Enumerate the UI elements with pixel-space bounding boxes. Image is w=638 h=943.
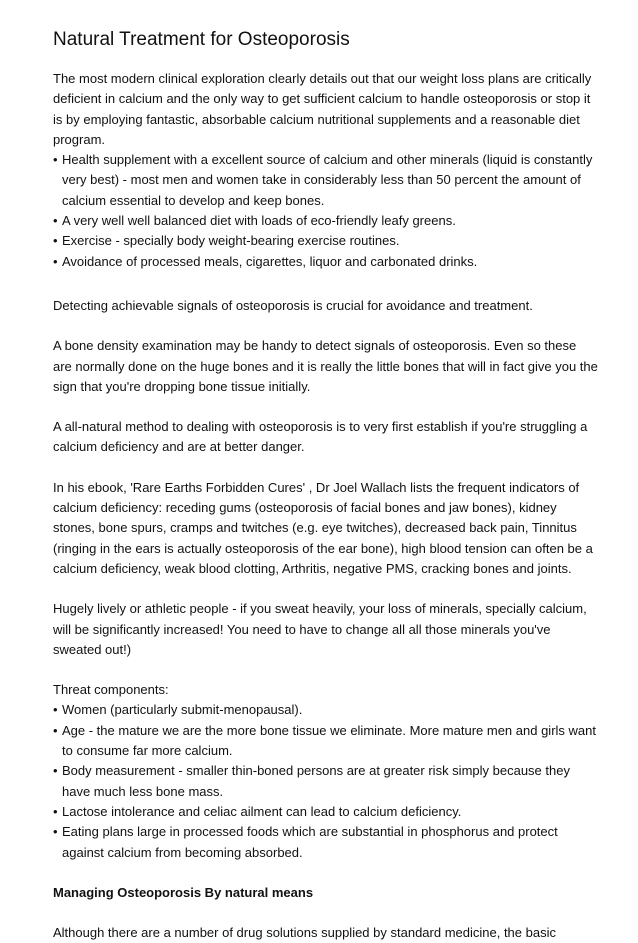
intro-bullet-list bbox=[53, 150, 598, 272]
spacer bbox=[53, 579, 598, 599]
intro-paragraph: The most modern clinical exploration clearly details out that our weight loss plans are critically deficient in calcium and the only way to get sufficient calcium to handle osteoporosis or stop it is by employing fantastic, absorbable calcium nutritional supplements and a reasonable diet program. bbox=[53, 71, 592, 147]
all-natural-paragraph: A all-natural method to dealing with osteoporosis is to very first establish if you're struggling a calcium deficiency and are at better danger. bbox=[53, 419, 588, 455]
list-item: • Exercise - specially body weight-bearing exercise routines. bbox=[53, 231, 598, 251]
section-heading: Managing Osteoporosis By natural means bbox=[53, 884, 314, 900]
list-item: • Health supplement with a excellent source of calcium and other minerals (liquid is constantly very best) - most men and women take in considerably less than 50 percent the amount of calcium essential to develop and keep bones. bbox=[53, 150, 598, 211]
ebook-paragraph: In his ebook, 'Rare Earths Forbidden Cures' , Dr Joel Wallach lists the frequent indicators of calcium deficiency: receding gums (osteoporosis of facial bones and jaw bones), kidney stones, bone spurs, cramps and twitches (e.g. eye twitches), decreased back pain, Tinnitus (ringing in the ears is actually osteoporosis of the ear bone), high blood tension can often be a calcium deficiency, weak blood clotting, Arthritis, negative PMS, cracking bones and joints. bbox=[53, 479, 593, 576]
list-item: • Eating plans large in processed foods which are substantial in phosphorus and protect against calcium from becoming absorbed. bbox=[53, 822, 598, 863]
threat-bullet-list bbox=[53, 700, 598, 862]
list-item: • Lactose intolerance and celiac ailment can lead to calcium deficiency. bbox=[53, 802, 598, 822]
list-item: • Avoidance of processed meals, cigarettes, liquor and carbonated drinks. bbox=[53, 252, 598, 272]
spacer bbox=[53, 863, 598, 883]
document-body bbox=[53, 69, 598, 943]
list-item: • Body measurement - smaller thin-boned persons are at greater risk simply because they have much less bone mass. bbox=[53, 761, 598, 802]
detecting-paragraph: Detecting achievable signals of osteoporosis is crucial for avoidance and treatment. bbox=[53, 297, 533, 313]
list-item: • Age - the mature we are the more bone tissue we eliminate. More mature men and girls want to consume far more calcium. bbox=[53, 721, 598, 762]
bone-density-paragraph: A bone density examination may be handy to detect signals of osteoporosis. Even so these are normally done on the huge bones and it is really the little bones that will in fact give you the sign that you're dropping bone tissue initially. bbox=[53, 338, 598, 394]
spacer bbox=[53, 272, 598, 296]
list-item: • A very well well balanced diet with loads of eco-friendly leafy greens. bbox=[53, 211, 598, 231]
spacer bbox=[53, 660, 598, 680]
spacer bbox=[53, 397, 598, 417]
spacer bbox=[53, 458, 598, 478]
document-title: Natural Treatment for Osteoporosis bbox=[53, 29, 350, 50]
spacer bbox=[53, 316, 598, 336]
athletic-paragraph: Hugely lively or athletic people - if you sweat heavily, your loss of minerals, specially calcium, will be significantly increased! You need to have to change all all those minerals you've sweated out!) bbox=[53, 601, 587, 657]
drug-paragraph: Although there are a number of drug solutions supplied by standard medicine, the basic bbox=[53, 925, 556, 941]
spacer bbox=[53, 903, 598, 923]
list-item: • Women (particularly submit-menopausal). bbox=[53, 700, 598, 720]
threat-label: Threat components: bbox=[53, 682, 169, 698]
